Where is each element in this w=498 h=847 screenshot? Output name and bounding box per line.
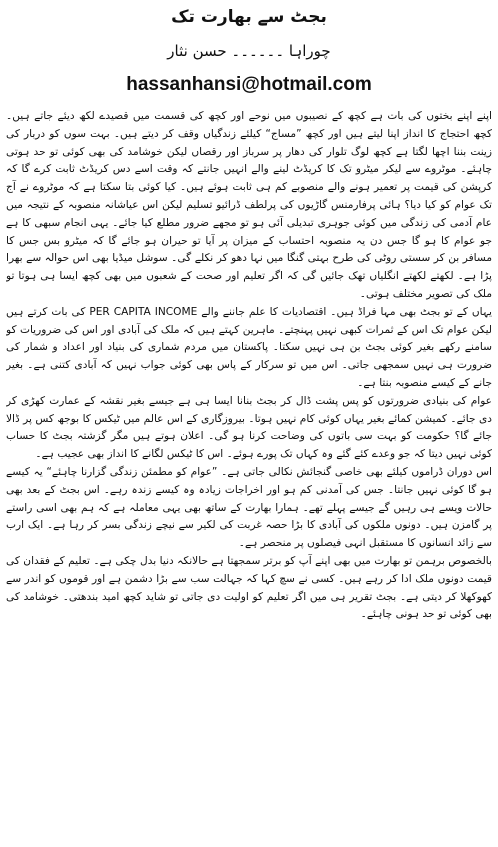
article-title: بجٹ سے بھارت تک: [171, 7, 327, 27]
article-byline: چوراہا ۔۔۔۔۔۔ حسن نثار: [167, 42, 331, 60]
paragraph: اپنے اپنے بختوں کی بات ہے کچھ کے نصیبوں میں نوحے اور کچھ کی قسمت میں قصیدے لکھ دیئے جاتے ہیں۔ کچھ احتجاج کا انداز اپنا لیتے ہیں اور کچھ ”مساج“ کیلئے زندگیاں وقف کر دیتے ہیں۔ بہت سوں کو دربار کی زینت بننا اچھا لگتا ہے کچھ لوگ تلوار کی دھار پر سرباز اور رقصاں لیکن خوشامد کی بھی کوئی تو حد ہوتی چاہئے۔ موٹروے سے لیکر میٹرو تک کا کریڈٹ لینے والے انہیں جانتے کہ وقت اسے دس کریڈٹ ثابت کرے گا کہ کرپشن کی قیمت پر تعمیر ہونے والے منصوبے کم ہی ثابت ہوئے ہیں۔ کیا کوئی بتا سکتا ہے کہ موٹروے نے آج تک عوام کو کیا دیا؟ ہائی پرفارمنس گاڑیوں کی پرلطف ڈرائیو تسلیم لیکن اس عیاشانہ منصوبہ کے نتیجہ میں عام آدمی کی زندگی میں کوئی جوہری تبدیلی آئی ہو تو مجھے ضرور مطلع کیا جائے۔ یہی انجام سبھی کا ہے جو عوام کا ہو گا جس دن یہ منصوبہ احتساب کے میزان پر آیا تو حیران ہو جائے گا کہ میٹرو بس جس کا مسافر بن کر سستی روٹی کی طرح بہتی گنگا میں نہا دھو کر نکلے گی۔ سوشل میڈیا بھی اس حوالہ سے بھرا پڑا ہے۔ لکھتے لکھتے انگلیاں تھک جائیں گی کہ اگر تعلیم اور صحت کے شعبوں میں بھی کچھ ایسا ہی ہوتا تو ملک کی تصویر مختلف ہوتی۔: [6, 110, 492, 300]
paragraph: یہاں کے تو بجٹ بھی مہا فراڈ ہیں۔ اقتصادیات کا علم جاننے والے PER CAPITA INCOME کی بات کرتے ہیں لیکن عوام تک اس کے ثمرات کبھی نہیں پہنچتے۔ ماہرین کہتے ہیں کہ ملک کی آبادی اور اس کی ضروریات کو سامنے رکھے بغیر کوئی بجٹ بن ہی نہیں سکتا۔ پاکستان میں مردم شماری کی بنیاد اور اعداد و شمار کی ضرورت ہی نہیں سمجھی جاتی۔ اس میں تو سرکار کے پاس بھی کوئی جواب نہیں کہ آبادی کتنی ہے۔ بغیر جانے کے کیسے منصوبہ بنتا ہے۔: [6, 305, 492, 389]
article-body: [6, 108, 492, 838]
paragraph: بالخصوص برہمن تو بھارت میں بھی اپنے آپ کو برتر سمجھتا ہے حالانکہ دنیا بدل چکی ہے۔ تعلیم کے فقدان کی قیمت دونوں ملک ادا کر رہے ہیں۔ کسی نے سچ کہا کہ جہالت سب سے بڑا دشمن ہے اور قوموں کو اندر سے کھوکھلا کر دیتی ہے۔ بجٹ تقریر ہی میں اگر تعلیم کو اولیت دی جاتی تو شاید کچھ امید بندھتی۔ خوشامد کی بھی کوئی تو حد ہونی چاہئے۔: [6, 554, 492, 621]
paragraph: اس دوران ڈراموں کیلئے بھی خاصی گنجائش نکالی جاتی ہے۔ ”عوام کو مطمئن زندگی گزارنا چاہئے“ یہ کیسے ہو گا کوئی نہیں جانتا۔ جس کی آمدنی کم ہو اور اخراجات زیادہ وہ کیسے زندہ رہے۔ اس بجٹ کے بعد بھی حالات ویسے ہی رہیں گے جیسے پہلے تھے۔ ہمارا بھارت کے ساتھ بھی یہی معاملہ ہے کہ ہم بھی اسی راستے پر گامزن ہیں۔ دونوں ملکوں کی آبادی کا بڑا حصہ غربت کی لکیر سے نیچے زندگی بسر کر رہا ہے۔ ایک ارب سے زائد انسانوں کا مستقبل انہی فیصلوں پر منحصر ہے۔: [6, 465, 492, 550]
author-email: hassanhansi@hotmail.com: [126, 74, 372, 95]
article-page: [0, 6, 498, 847]
paragraph: عوام کی بنیادی ضرورتوں کو پس پشت ڈال کر بجٹ بنانا ایسا ہی ہے جیسے بغیر نقشہ کے عمارت کھڑی کر دی جائے۔ کمیشن کمائے بغیر یہاں کوئی کام نہیں ہوتا۔ بیروزگاری کے اس عالم میں ٹیکس کا بوجھ کس پر ڈالا جائے گا؟ حکومت کو بہت سی باتوں کی وضاحت کرنا ہو گی۔ اعلان ہوتے ہیں مگر گزشتہ بجٹ کا حساب کوئی نہیں دیتا کہ جو وعدے کئے گئے وہ کہاں تک پورے ہوئے۔ اس کا ٹیکس لگانے کا انداز بھی عجیب ہے۔: [6, 394, 492, 461]
